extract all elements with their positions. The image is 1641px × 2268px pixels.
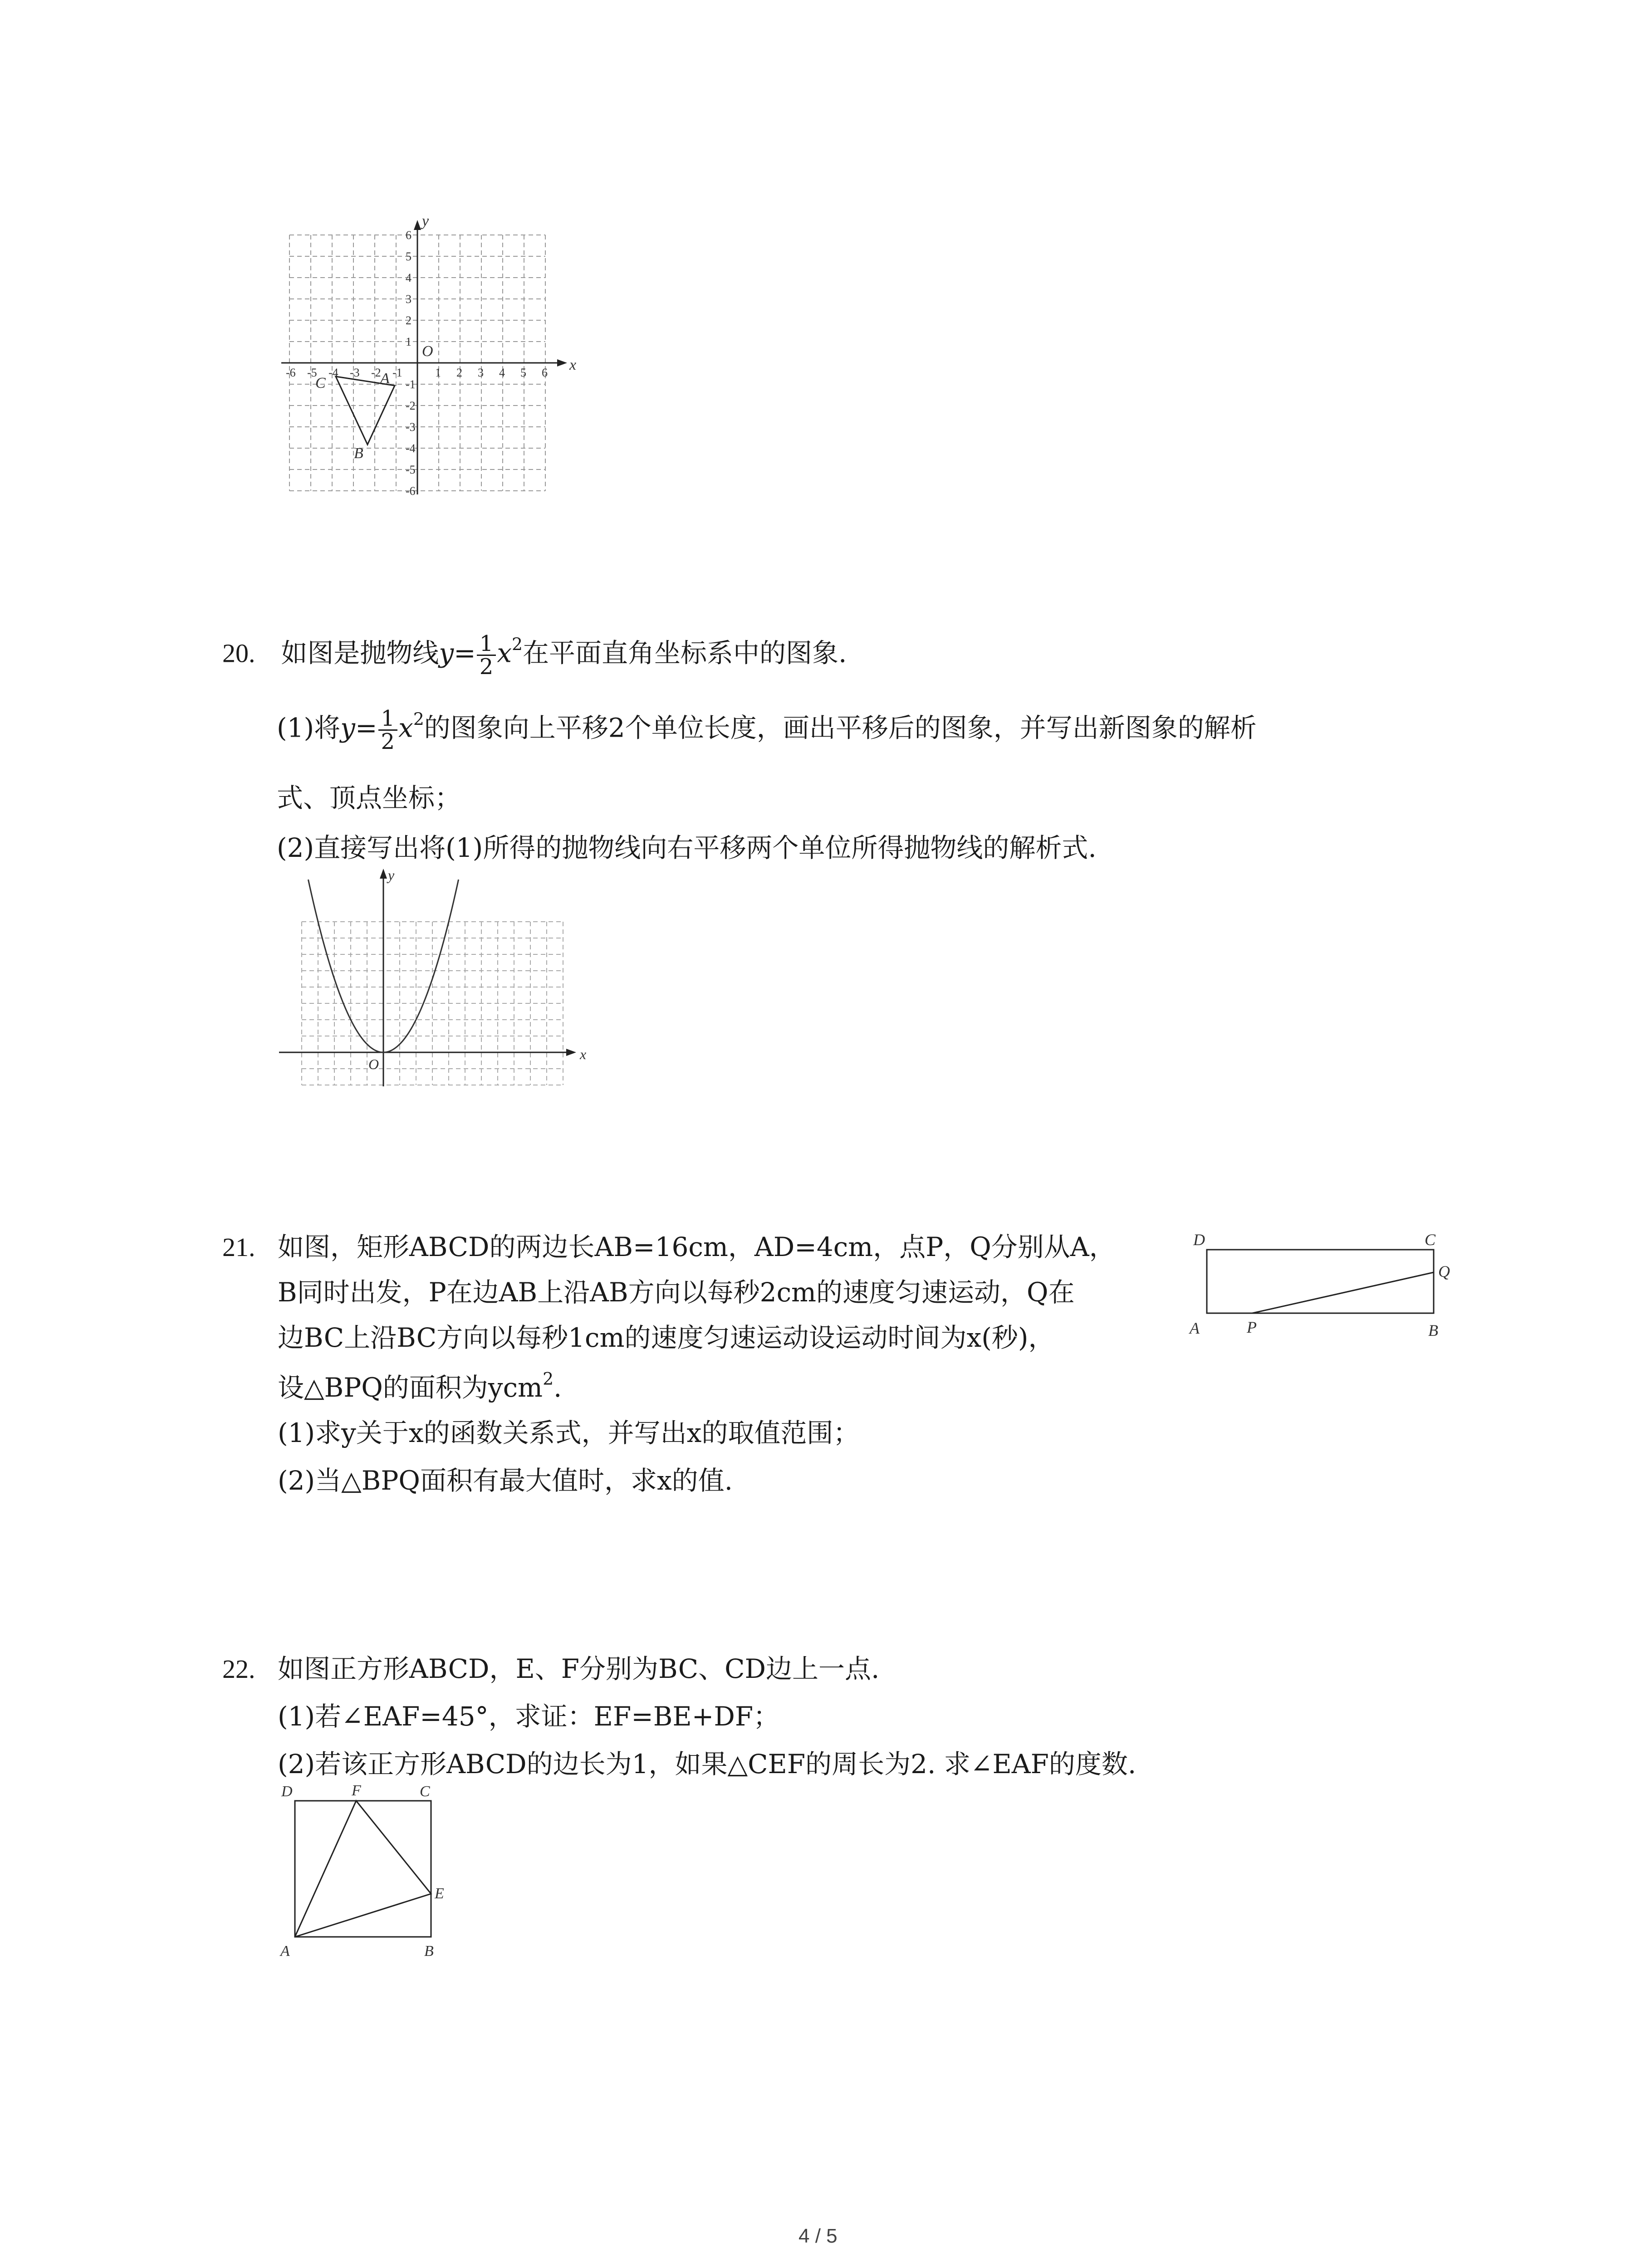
y-axis-arrow xyxy=(414,220,421,230)
q21-line4-exp: 2 xyxy=(543,1369,554,1389)
q20-eq-y: y= xyxy=(439,637,476,669)
origin-label: O xyxy=(422,343,433,360)
q21-line2: B同时出发，P在边AB上沿AB方向以每秒2cm的速度匀速运动，Q在 xyxy=(278,1277,1075,1308)
y-tick-label: -3 xyxy=(406,420,416,434)
x-axis-label: x xyxy=(580,1046,587,1062)
q22-number: 22. xyxy=(222,1654,255,1684)
x-tick-label: 2 xyxy=(456,366,462,379)
x-tick-label: 3 xyxy=(478,366,484,379)
y-tick-label: 5 xyxy=(406,250,411,263)
point-a-label: A xyxy=(380,370,390,387)
point-b-label: B xyxy=(354,445,363,462)
x-tick-label: -6 xyxy=(286,366,296,379)
q20-part1-eq-y: y= xyxy=(340,712,377,743)
q20-number: 20. xyxy=(222,638,255,668)
label-b: B xyxy=(1428,1321,1438,1339)
x-axis-arrow xyxy=(557,359,567,367)
y-tick-label: -2 xyxy=(406,399,416,412)
point-c-label: C xyxy=(315,375,326,391)
label-c: C xyxy=(1425,1231,1436,1249)
q22-square-figure xyxy=(268,1778,476,1969)
q21-number: 21. xyxy=(222,1232,255,1262)
x-tick-label: -3 xyxy=(350,366,360,379)
y-axis-label: y xyxy=(388,867,395,883)
y-tick-label: 1 xyxy=(406,335,411,348)
q21-part2: (2)当△BPQ面积有最大值时，求x的值. xyxy=(278,1465,733,1496)
x-tick-label: 4 xyxy=(499,366,505,379)
q20-eq-x: x xyxy=(497,637,512,669)
y-tick-label: -6 xyxy=(406,484,416,498)
page-number: 4 / 5 xyxy=(798,2225,838,2247)
q20-part1 xyxy=(277,708,1257,753)
q20-eq-exp: 2 xyxy=(512,634,523,655)
q20-part2: (2)直接写出将(1)所得的抛物线向右平移两个单位所得抛物线的解析式. xyxy=(277,832,1097,863)
label-a: A xyxy=(1190,1319,1200,1337)
q19-grid-figure xyxy=(272,213,590,513)
q20-stem-before: 如图是抛物线 xyxy=(281,637,439,669)
triangle-aef xyxy=(295,1801,431,1937)
q20-part1-b: 的图象向上平移2个单位长度，画出平移后的图象，并写出新图象的解析 xyxy=(424,712,1257,743)
y-axis-label: y xyxy=(422,213,429,230)
q22-part2: (2)若该正方形ABCD的边长为1，如果△CEF的周长为2. 求∠EAF的度数. xyxy=(278,1749,1136,1779)
q20-stem xyxy=(222,633,847,678)
label-a: A xyxy=(280,1943,290,1960)
segment-pq xyxy=(1252,1272,1434,1313)
q20-part1-a: (1)将 xyxy=(277,712,341,743)
label-d: D xyxy=(1193,1231,1205,1249)
q21-line1: 如图，矩形ABCD的两边长AB=16cm，AD=4cm，点P，Q分别从A， xyxy=(278,1232,1116,1262)
x-tick-label: -5 xyxy=(307,366,317,379)
x-tick-label: -1 xyxy=(392,366,402,379)
q20-part1-cont: 式、顶点坐标； xyxy=(277,782,461,813)
x-tick-label: 1 xyxy=(435,366,441,379)
x-tick-label: 5 xyxy=(520,366,526,379)
y-tick-label: -4 xyxy=(406,442,416,455)
q22-stem: 如图正方形ABCD，E、F分别为BC、CD边上一点. xyxy=(278,1653,880,1684)
x-tick-label: -4 xyxy=(328,366,338,379)
q21-line4-text: 设△BPQ的面积为ycm xyxy=(278,1372,543,1403)
x-axis-label: x xyxy=(569,357,577,373)
y-tick-label: 6 xyxy=(406,229,411,242)
q21-line4-end: . xyxy=(554,1372,562,1403)
q21-line3: 边BC上沿BC方向以每秒1cm的速度匀速运动设运动时间为x(秒)， xyxy=(278,1322,1055,1353)
label-e: E xyxy=(435,1885,444,1902)
y-tick-label: 2 xyxy=(406,314,411,327)
y-tick-label: -1 xyxy=(406,378,416,391)
x-tick-label: 6 xyxy=(542,366,548,379)
y-tick-label: 4 xyxy=(406,271,411,284)
q21-rectangle-figure xyxy=(1180,1225,1461,1352)
y-tick-label: 3 xyxy=(406,293,411,306)
label-c: C xyxy=(420,1783,430,1800)
y-tick-label: -5 xyxy=(406,463,416,476)
x-axis-arrow xyxy=(566,1049,576,1056)
label-q: Q xyxy=(1438,1262,1450,1281)
q21-line4 xyxy=(278,1369,562,1404)
q22-part1: (1)若∠EAF=45°，求证：EF=BE+DF； xyxy=(278,1701,780,1732)
q20-part1-fraction: $\frac{1}{2}$ xyxy=(378,708,398,753)
y-axis-arrow xyxy=(380,869,387,879)
rectangle-abcd xyxy=(1207,1250,1434,1313)
q20-fraction: $\frac{1}{2}$ xyxy=(477,633,496,678)
q20-part1-eq-exp: 2 xyxy=(413,709,424,729)
x-tick-label: -2 xyxy=(371,366,381,379)
label-d: D xyxy=(281,1783,293,1800)
origin-label: O xyxy=(368,1056,379,1072)
q20-parabola-figure xyxy=(272,864,599,1100)
q21-part1: (1)求y关于x的函数关系式，并写出x的取值范围； xyxy=(278,1418,860,1448)
label-f: F xyxy=(352,1782,361,1799)
q20-stem-after: 在平面直角坐标系中的图象. xyxy=(523,637,847,669)
label-b: B xyxy=(424,1943,434,1960)
q20-part1-eq-x: x xyxy=(398,712,413,743)
label-p: P xyxy=(1247,1318,1257,1336)
